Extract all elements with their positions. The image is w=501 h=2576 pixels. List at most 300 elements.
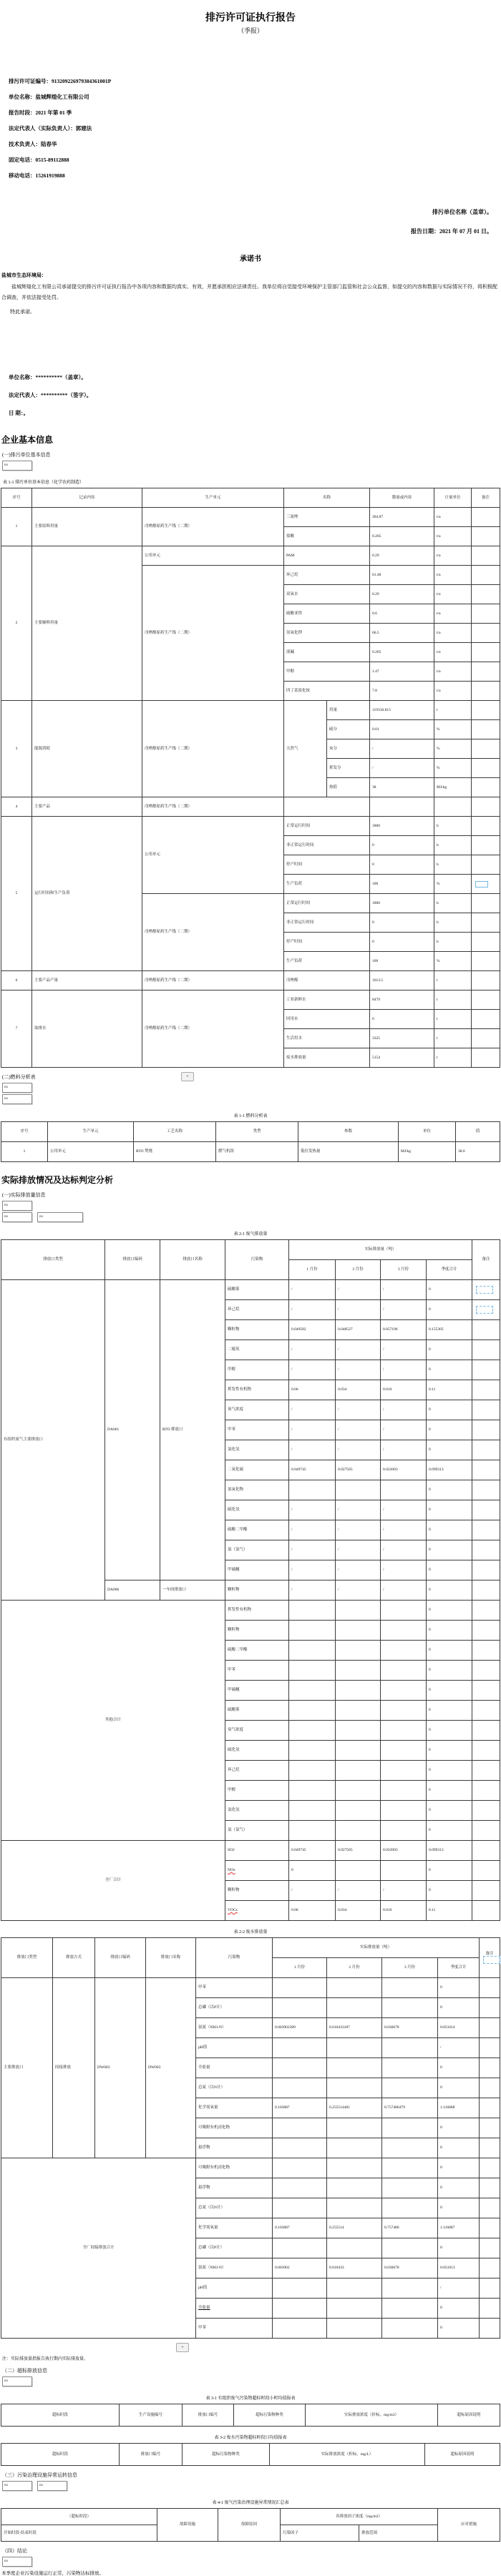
table-cell (327, 2198, 382, 2218)
table-cell: 硫酸亚铁 (284, 604, 370, 624)
fuel-table-title: 表 1-1 燃料分析表 (233, 1114, 268, 1119)
table-cell: 颗粒物 (225, 1320, 289, 1340)
table-row (1, 1122, 500, 1142)
table-cell: 0.036678 (382, 2018, 438, 2038)
table-cell (472, 1881, 500, 1901)
table-cell (381, 1641, 427, 1661)
header-or-label-cell: 1 月份 (289, 1260, 336, 1280)
header-or-label-cell: 生产单元 (142, 488, 284, 508)
table-cell (327, 2299, 382, 2319)
table-cell: 停产时间 (284, 855, 370, 875)
table-cell (382, 2038, 438, 2058)
table-cell (472, 1821, 500, 1841)
table-cell: / (336, 1400, 381, 1420)
table-cell: 甲硫醚 (225, 1681, 289, 1701)
fuel-field-row-1 (0, 1082, 501, 1093)
table-cell: / (381, 1340, 427, 1360)
table-cell: / (336, 1540, 381, 1560)
table-row (1, 990, 500, 1010)
table-cell (336, 1621, 381, 1641)
sign-unit-line: 单位名称：**********（盖章）。 (9, 374, 87, 380)
table-cell (480, 2258, 500, 2278)
table-cell: 悬浮物 (196, 2138, 273, 2158)
table-cell: 0 (370, 933, 434, 952)
table-cell (382, 2198, 438, 2218)
header-or-label-cell: 1 (1, 1142, 48, 1162)
table-cell: / (381, 1440, 427, 1460)
table-cell: h (434, 855, 472, 875)
header-or-label-cell: 季度合计 (427, 1260, 472, 1280)
table-cell: 0 (438, 2178, 480, 2198)
table-cell: / (381, 1300, 427, 1320)
table-cell: 可吸附有机卤化物 (196, 2158, 273, 2178)
table-cell: 0 (438, 2198, 480, 2218)
table-cell (472, 546, 500, 566)
fuel-field-1[interactable]: no (2, 1083, 32, 1093)
header-or-label-cell: 2 (1, 546, 32, 701)
header-or-label-cell: 排放口编码 (105, 1240, 160, 1280)
table-cell: 氯化氢 (225, 1440, 289, 1460)
table-cell: 臭气浓度 (225, 1721, 289, 1741)
table-row (1, 817, 500, 836)
header-or-label-cell: 7 (1, 990, 32, 1068)
treatment-abnormal-table (0, 2508, 501, 2542)
table-cell: / (381, 1580, 427, 1601)
header-or-label-cell: 工艺名称 (134, 1122, 216, 1142)
table-cell: 生产负荷 (284, 875, 370, 894)
table-cell: 0.255514481 (327, 2098, 382, 2118)
table-cell: 0.205 (370, 527, 434, 546)
table-cell: 0 (427, 1781, 472, 1801)
table-cell (480, 2098, 500, 2118)
table-cell: 甲苯 (196, 1978, 273, 1998)
table-cell: 0 (438, 2299, 480, 2319)
table-cell (327, 2138, 382, 2158)
table-cell: t (434, 1048, 472, 1068)
header-or-label-cell: 4 (1, 797, 32, 817)
table-cell (336, 1801, 381, 1821)
header-or-label-cell: 季度合计 (438, 1958, 480, 1978)
table-cell (327, 1978, 382, 1998)
header-or-label-cell: 5 (1, 817, 32, 971)
gas-exceed-table (0, 2404, 501, 2427)
table-cell: t/a (434, 566, 472, 585)
table-cell: 0 (427, 1861, 472, 1881)
table-cell: / (336, 1420, 381, 1440)
table-cell: 甲苯 (225, 1420, 289, 1440)
table-cell (289, 1781, 336, 1801)
table-cell: 0.103887 (273, 2218, 327, 2238)
table-cell (273, 2319, 327, 2339)
table-cell: 热值 (327, 778, 370, 797)
table-cell: t (434, 1010, 472, 1029)
table-cell (480, 2058, 500, 2078)
table-cell: RTO 焚烧 (134, 1142, 216, 1162)
table-cell (381, 1621, 427, 1641)
legal-rep-line: 法定代表人（实际负责人）：郭建法 (9, 125, 92, 132)
table-cell (472, 604, 500, 624)
section-emission-sub2: （二）超标排放信息 (2, 2368, 47, 2374)
table-cell: / (289, 1881, 336, 1901)
table-cell: 0.010433187 (327, 2018, 382, 2038)
table-cell: 全盐量 (196, 2299, 273, 2319)
emission-field-1[interactable]: no (2, 1201, 32, 1211)
table-cell (472, 1601, 500, 1621)
table-cell: % (434, 720, 472, 739)
header-or-label-cell: 3 月份 (382, 1958, 438, 1978)
table-cell: 0.103887 (273, 2098, 327, 2118)
fuel-field-2[interactable]: no (2, 1094, 32, 1104)
table-cell (336, 1601, 381, 1621)
table-cell: / (370, 759, 434, 778)
fuel-section-label: (二)燃料分析表 (2, 1074, 36, 1080)
header-or-label-cell: 排放口编号 (183, 2404, 234, 2427)
table-cell: 0.205 (370, 643, 434, 662)
header-or-label-cell: 超标原因说明 (425, 2444, 500, 2466)
header-or-label-cell: 排放口类型 (1, 1240, 105, 1280)
header-or-label-cell: 6 (1, 971, 32, 990)
table-cell (289, 1641, 336, 1661)
table-cell: 颗粒物 (225, 1881, 289, 1901)
table-cell: 氨氮（NH3-N） (196, 2018, 273, 2038)
table-cell (472, 1861, 500, 1881)
table-cell: 戊唑醇原药生产线（二期） (142, 508, 284, 546)
header-or-label-cell: 排放口编号 (120, 2444, 183, 2466)
table-3-2-title: 表 3-2 废水污染物超标时段日均值报表 (214, 2436, 287, 2440)
table-cell (289, 1601, 336, 1621)
header-or-label-cell: 参数 (298, 1122, 399, 1142)
table-cell: 环己烷 (225, 1761, 289, 1781)
table-cell (472, 1681, 500, 1701)
table-cell (480, 2158, 500, 2178)
table-cell (336, 1661, 381, 1681)
exceed-field[interactable]: no (2, 2376, 32, 2386)
table-cell: 环己烷 (225, 1300, 289, 1320)
add-row-line (176, 2341, 501, 2352)
table-cell: 1800 (370, 894, 434, 913)
basic-info-field[interactable]: no (2, 461, 32, 471)
table-cell: t (434, 701, 472, 720)
table-cell: / (289, 1440, 336, 1460)
table-cell (480, 2238, 500, 2258)
table-cell (289, 1801, 336, 1821)
table-cell: 化学需氧量 (196, 2098, 273, 2118)
commitment-pledge: 特此承诺。 (10, 309, 35, 315)
table-cell: 氯（氯气） (225, 1540, 289, 1560)
table-cell: 总氮（以N计） (196, 2078, 273, 2098)
header-or-label-cell: 1 月份 (273, 1958, 327, 1978)
table-cell: 0.016 (381, 1901, 427, 1921)
table-cell: DW003 (146, 1978, 196, 2158)
waste-water-emission-table (0, 1937, 501, 2339)
table-cell (327, 2158, 382, 2178)
table-cell: 0 (427, 1340, 472, 1360)
table-cell: 氯（氯气） (225, 1821, 289, 1841)
table-cell: 公用单元 (142, 546, 284, 566)
fuel-section-row (2, 1073, 501, 1081)
header-or-label-cell: 备注 (472, 488, 500, 508)
table-cell (336, 1861, 381, 1881)
table-cell (480, 2218, 500, 2238)
section-basic-info-title: 企业基本信息 (1, 435, 54, 445)
table-cell: 0 (427, 1821, 472, 1841)
table-cell: / (438, 2038, 480, 2058)
table-cell (382, 2158, 438, 2178)
table-cell: 燃气机组 (216, 1142, 298, 1162)
table-cell (336, 1701, 381, 1721)
phone-line: 固定电话：0515-89112888 (9, 157, 69, 163)
header-or-label-cell: 记录内容 (32, 488, 142, 508)
table-cell: 0.057196 (381, 1320, 427, 1340)
table-row (1, 701, 500, 720)
table-cell: 0.016 (381, 1380, 427, 1400)
table-cell (472, 933, 500, 952)
table-cell: 硫酸二甲酯 (225, 1641, 289, 1661)
table-cell: 悬浮物 (196, 2178, 273, 2198)
mobile-line: 移动电话：15261919888 (9, 172, 65, 179)
table-cell: 0 (427, 1661, 472, 1681)
exceed-field-row (0, 2376, 501, 2387)
table-cell (327, 2238, 382, 2258)
table-cell: 生活用水 (284, 1029, 370, 1048)
table-cell (472, 817, 500, 836)
emission-field-3[interactable]: no (37, 1212, 83, 1222)
header-or-label-cell: （超标时段） (1, 2509, 157, 2525)
emission-field-2[interactable]: no (2, 1212, 32, 1222)
table-cell: 正常运行时间 (284, 894, 370, 913)
table-cell: 0.051014 (438, 2018, 480, 2038)
table-cell (284, 797, 370, 817)
table-cell (273, 2278, 327, 2299)
table-cell: / (381, 1520, 427, 1540)
table-cell: 戊唑醇原药生产线（二期） (142, 701, 284, 797)
table-cell: 0 (427, 1580, 472, 1601)
header-or-label-cell: 实际排放浓度（折标，mg/L） (270, 2444, 425, 2466)
table-cell: 0.022003 (381, 1841, 427, 1861)
table-cell: 有组织废气主要排放口 (1, 1280, 105, 1601)
table-row (1, 1142, 500, 1162)
table-cell: 0 (427, 1560, 472, 1580)
table-cell: 环己烷 (284, 566, 370, 585)
table-cell: 0.11 (427, 1380, 472, 1400)
table-cell (289, 1681, 336, 1701)
table-cell (472, 1520, 500, 1540)
signature-block (9, 368, 501, 422)
table-cell: 总磷（以P计） (196, 2238, 273, 2258)
table-cell: / (289, 1540, 336, 1560)
table-cell: 8479 (370, 990, 434, 1010)
table-cell: 化学需氧量 (196, 2218, 273, 2238)
table-cell: 硫酸雾 (225, 1280, 289, 1300)
table-cell: 灰分 (327, 739, 370, 759)
spellcheck-text: NOx (228, 1868, 235, 1873)
table-cell (472, 1721, 500, 1741)
table-cell: 0.049582 (289, 1320, 336, 1340)
table-cell: 挥发分 (327, 759, 370, 778)
table-cell (480, 2018, 500, 2038)
table-cell: / (336, 1280, 381, 1300)
table-cell: 非正常运行时间 (284, 836, 370, 855)
table-cell (472, 797, 500, 817)
table-cell: 一车间排放口 (160, 1580, 225, 1601)
table-cell (381, 1701, 427, 1721)
report-page (0, 10, 501, 2576)
table-cell (472, 508, 500, 527)
table-cell: t/a (434, 546, 472, 566)
table-cell: 0.022003 (381, 1460, 427, 1480)
table-row (1, 2444, 500, 2466)
header-or-label-cell: 实际排放浓度（折标，mg/m3） (306, 2404, 438, 2427)
table-cell: 0.6 (370, 604, 434, 624)
table-cell: 0.255514 (327, 2218, 382, 2238)
table-row (1, 546, 500, 566)
section-emission-sub4: （四）结论 (2, 2548, 27, 2554)
table-cell: / (289, 1340, 336, 1360)
sign-legal-line: 法定代表人：**********（签字）。 (9, 392, 92, 398)
table-cell: 0 (427, 1741, 472, 1761)
table-cell: 0 (438, 2138, 480, 2158)
table-cell (225, 1861, 289, 1881)
add-row-button-2[interactable]: + (176, 2343, 189, 2352)
table-cell: 0 (427, 1701, 472, 1721)
table-cell (381, 1781, 427, 1801)
table-cell (381, 1681, 427, 1701)
header-or-label-cell: 3 (1, 701, 32, 797)
table-cell: % (434, 952, 472, 971)
table-cell: 0.049745 (289, 1460, 336, 1480)
table-cell: 66.5 (370, 624, 434, 643)
table-cell: 颗粒物 (225, 1580, 289, 1601)
table-cell: 总氮（以N计） (196, 2198, 273, 2218)
table-cell: / (336, 1360, 381, 1380)
table-cell: 全盐量 (196, 2058, 273, 2078)
header-or-label-cell: 备注 (472, 1240, 500, 1280)
table-cell: 硫酸二甲酯 (225, 1520, 289, 1540)
table-cell (480, 2299, 500, 2319)
table-cell: 0 (370, 855, 434, 875)
table-cell (381, 1601, 427, 1621)
table-cell: 3325 (370, 1029, 434, 1048)
table-cell: 停产时间 (284, 933, 370, 952)
waste-gas-emission-table (0, 1239, 501, 1921)
abnormal-field-2[interactable]: no (37, 2481, 67, 2491)
header-or-label-cell: 生产设施编号 (120, 2404, 183, 2427)
table-cell: 戊唑醇原药生产线（二期） (142, 894, 284, 971)
table-cell: 0.29 (370, 546, 434, 566)
table-cell: 液碱 (284, 643, 370, 662)
table-cell: 0.29 (370, 585, 434, 604)
table-cell (273, 2058, 327, 2078)
table-cell: / (438, 2278, 480, 2299)
header-or-label-cell: 各排放因子浓度（mg/m3） (281, 2509, 438, 2525)
table-cell (273, 1998, 327, 2018)
table-cell (472, 566, 500, 585)
table-cell (472, 1400, 500, 1420)
add-row-button[interactable]: + (181, 1072, 194, 1081)
header-or-label-cell: 超标原因说明 (438, 2404, 500, 2427)
table-cell: t/a (434, 508, 472, 527)
table-cell (381, 1801, 427, 1821)
table-cell (472, 836, 500, 855)
fuel-analysis-table (0, 1121, 501, 1162)
header-or-label-cell: 名称 (284, 488, 370, 508)
table-cell (472, 990, 500, 1010)
table-cell (327, 2178, 382, 2198)
table-row (1, 1978, 500, 1998)
table-row (1, 1938, 500, 1958)
table-cell: 间接排放 (53, 1978, 95, 2158)
conclusion-field[interactable]: no (2, 2557, 32, 2567)
table-cell: 盐酸 (284, 527, 370, 546)
table-cell: t/a (434, 662, 472, 682)
table-cell (472, 1761, 500, 1781)
basic-info-field-row (0, 460, 501, 471)
table-2-2-title: 表 2-2 废水排放量 (233, 1930, 268, 1935)
section-basic-info-sub: (一)排污单位基本信息 (2, 452, 51, 458)
table-cell: / (381, 1560, 427, 1580)
table-cell (381, 1761, 427, 1781)
header-or-label-cell: 单位 (399, 1122, 456, 1142)
table-cell: 废水排放量 (284, 1048, 370, 1068)
table-cell: 0.01 (370, 720, 434, 739)
table-cell: 生产负荷 (284, 952, 370, 971)
table-cell: 戊唑醇原药生产线（二期） (142, 971, 284, 990)
header-or-label-cell: 污染物 (196, 1938, 273, 1978)
table-cell: 0 (438, 1978, 480, 1998)
header-or-label-cell: 排放口类型 (1, 1938, 53, 1978)
table-cell: 0 (427, 1300, 472, 1320)
table-cell (472, 1048, 500, 1068)
table-cell: 0 (427, 1721, 472, 1741)
sign-date-line: 日 期：。 (9, 410, 29, 416)
table-cell: 0 (370, 836, 434, 855)
header-or-label-cell: 排放方式 (53, 1938, 95, 1978)
table-cell: 38 (370, 778, 434, 797)
table-cell (472, 1320, 500, 1340)
table-cell: 氮氧化物 (225, 1480, 289, 1500)
table-cell: 取排水 (32, 990, 142, 1068)
table-cell: / (336, 1300, 381, 1320)
page-title: 排污许可证执行报告 (205, 13, 296, 24)
table-cell: MJ/kg (434, 778, 472, 797)
table-cell: 戊唑醇原药生产线（二期） (142, 566, 284, 701)
table-row (1, 508, 500, 527)
table-cell (480, 2038, 500, 2058)
table-cell (273, 2038, 327, 2058)
section-emission-sub3: （三）污染治理设施异常运转信息 (2, 2472, 77, 2478)
table-cell (381, 1741, 427, 1761)
table-cell: 0 (427, 1420, 472, 1440)
table-cell (382, 1978, 438, 1998)
table-cell (327, 1998, 382, 2018)
abnormal-field-1[interactable]: no (2, 2481, 32, 2491)
table-cell: / (336, 1580, 381, 1601)
table-cell (472, 643, 500, 662)
treatment-abnormal-table-grid (1, 2508, 500, 2542)
table-cell (472, 662, 500, 682)
table-cell (381, 1821, 427, 1841)
table-cell (472, 855, 500, 875)
table-cell: 0.051013 (438, 2258, 480, 2278)
table-cell (273, 2138, 327, 2158)
header-or-label-cell: 实际排放量（吨） (273, 1938, 480, 1958)
emission-field-row-2 (0, 1211, 501, 1223)
header-or-label-cell: 超标污染物种类 (183, 2444, 270, 2466)
table-cell: 三氮唑 (284, 508, 370, 527)
table-cell: 正常运行时间 (284, 817, 370, 836)
table-cell (273, 2078, 327, 2098)
table-cell: 氨氮（NH3-N） (196, 2258, 273, 2278)
